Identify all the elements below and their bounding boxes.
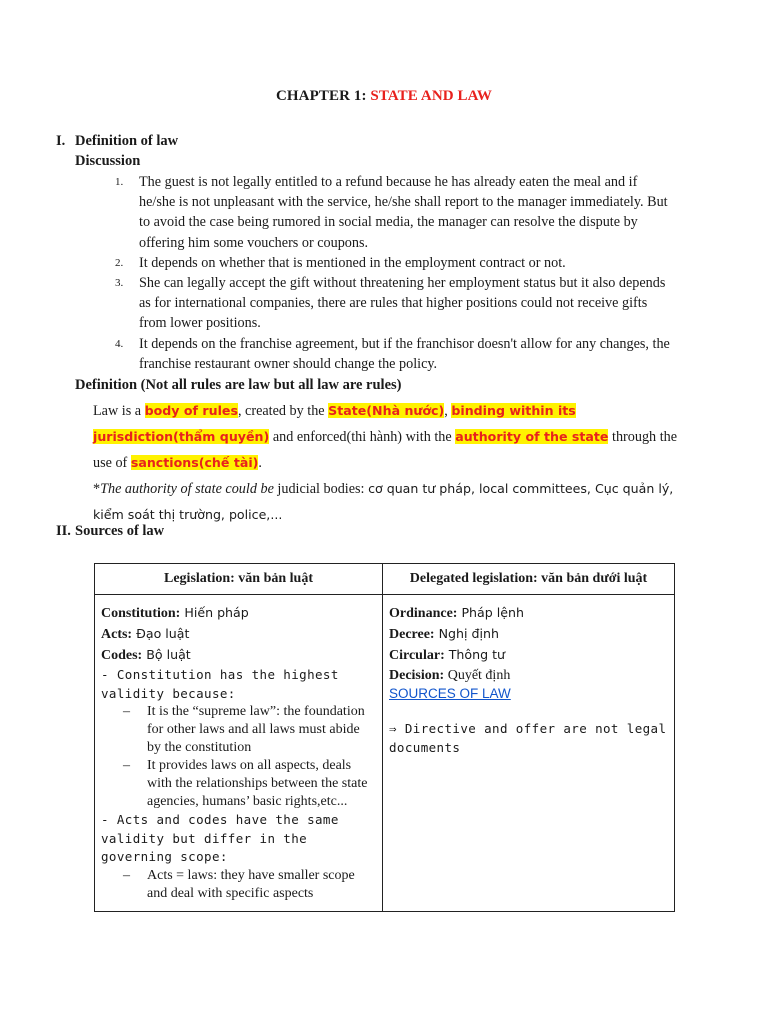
codes-line: Codes: Bộ luật (101, 647, 191, 663)
constitution-line: Constitution: Hiến pháp (101, 605, 249, 621)
list-item: – Acts = laws: they have smaller scope and deal with specific aspects (123, 867, 355, 901)
authority-note: *The authority of state could be judicial bodies: cơ quan tư pháp, local committees, Cục quản lý, kiểm soát thị trường, police,... (93, 481, 674, 522)
discussion-list (115, 172, 670, 374)
constitution-sublist (101, 703, 376, 811)
sources-of-law-link[interactable]: SOURCES OF LAW (389, 686, 511, 701)
list-item: – It is the “supreme law”: the foundation for other laws and all laws must abide by the constitution (123, 704, 365, 755)
constitution-validity-note: - Constitution has the highest validity because: (101, 667, 339, 701)
acts-line: Acts: Đạo luật (101, 626, 190, 642)
ordinance-line: Ordinance: Pháp lệnh (389, 605, 524, 621)
section-title: Sources of law (75, 523, 165, 539)
highlight-authority: authority of the state (455, 429, 609, 444)
legislation-cell (95, 595, 383, 912)
directive-note: ⇒ Directive and offer are not legal documents (389, 721, 667, 755)
list-item: – It provides laws on all aspects, deals with the relationships between the state agencies, humans’ basic rights,etc... (123, 758, 368, 809)
chapter-title (0, 88, 768, 105)
section-heading-definition (56, 133, 178, 150)
list-item: 3. She can legally accept the gift without threatening her employment status but it also depends as for international companies, there are rules that higher positions could not receive gifts from lower positions. (115, 275, 666, 332)
section-number: I. (56, 133, 66, 149)
delegated-cell (383, 595, 675, 912)
highlight-sanctions: sanctions(chế tài) (130, 455, 259, 470)
chapter-title-highlight: STATE AND LAW (370, 88, 493, 104)
table-header-delegated: Delegated legislation: văn bản dưới luật (383, 564, 675, 595)
acts-sublist (101, 867, 376, 903)
definition-paragraph: Law is a body of rules, created by the State(Nhà nước), binding within its jurisdiction(thẩm quyền) and enforced(thi hành) with the authority of the state through the use of sanctions(chế tài). *The authority of state could be judicial bodies: cơ quan tư pháp, local committees, Cục quản lý, kiểm soát thị trường, police,... (93, 403, 678, 522)
sources-table (94, 563, 675, 912)
discussion-heading: Discussion (75, 153, 141, 169)
section-title: Definition of law (75, 133, 179, 149)
list-item: 2. It depends on whether that is mentioned in the employment contract or not. (115, 254, 566, 271)
table-header-legislation: Legislation: văn bản luật (95, 564, 383, 595)
section-heading-sources (56, 523, 164, 540)
list-item: 4. It depends on the franchise agreement, but if the franchisor doesn't allow for any changes, the franchise restaurant owner should change the policy. (115, 335, 670, 372)
decree-line: Decree: Nghị định (389, 626, 499, 642)
circular-line: Circular: Thông tư (389, 647, 506, 663)
acts-codes-note: - Acts and codes have the same validity but differ in the governing scope: (101, 812, 339, 864)
highlight-jurisdiction: binding within its jurisdiction(thẩm quyền) (93, 403, 576, 444)
section-number: II. (56, 523, 71, 539)
chapter-title-prefix: CHAPTER 1: (275, 88, 367, 104)
list-item: 1. The guest is not legally entitled to a refund because he has already eaten the meal and if he/she is not unpleasant with the service, he/she shall report to the manager immediately. But to avoid the case being rumored in social media, the manager can resolve the dispute by offering him some vouchers or coupons. (115, 174, 668, 251)
decision-line: Decision: Quyết định (389, 668, 511, 683)
highlight-body-of-rules: body of rules (144, 403, 238, 418)
definition-heading: Definition (Not all rules are law but all law are rules) (75, 377, 402, 393)
highlight-state: State(Nhà nước) (328, 403, 445, 418)
